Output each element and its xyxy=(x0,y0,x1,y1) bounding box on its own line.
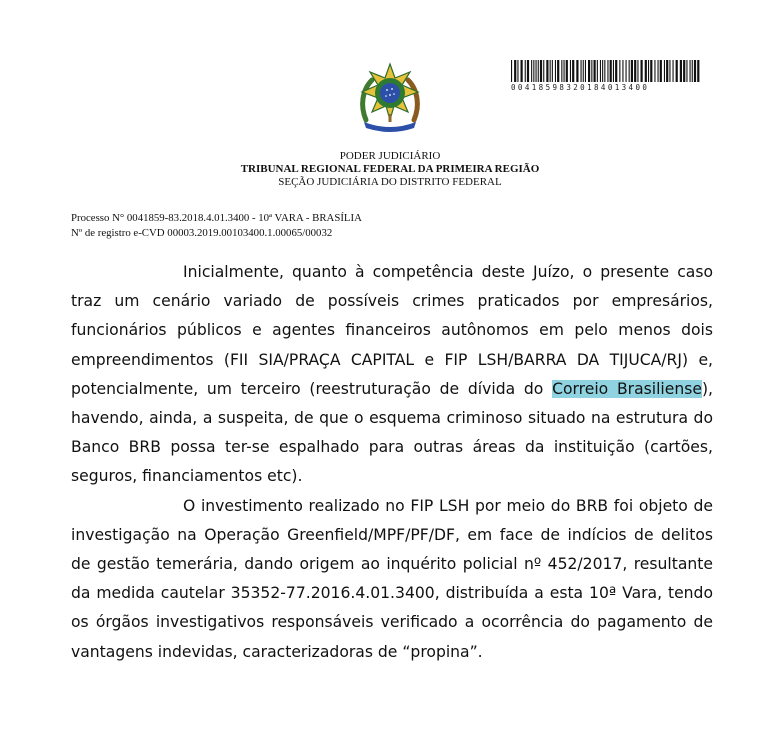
barcode-bar xyxy=(619,60,620,82)
brazil-coat-of-arms-icon xyxy=(356,62,424,134)
barcode-bar xyxy=(637,60,638,82)
barcode-bar xyxy=(680,60,682,82)
court-header xyxy=(160,150,620,189)
barcode-bar xyxy=(664,60,665,82)
barcode-bar xyxy=(591,60,592,82)
header-line-3: SEÇÃO JUDICIÁRIA DO DISTRITO FEDERAL xyxy=(278,176,502,188)
barcode-bar xyxy=(613,60,614,82)
barcode-bar xyxy=(525,60,526,82)
registry-number: Nº de registro e-CVD 00003.2019.00103400.1.00065/00032 xyxy=(71,227,333,239)
barcode-bar xyxy=(585,60,586,82)
barcode-bar xyxy=(561,60,562,82)
barcode-bar xyxy=(673,60,674,82)
barcode-bar xyxy=(572,60,574,82)
barcode-bar xyxy=(645,60,647,82)
barcode-number: 00418598320184013400 xyxy=(511,83,650,92)
barcode-bar xyxy=(533,60,534,82)
header-line-2: TRIBUNAL REGIONAL FEDERAL DA PRIMEIRA REGIÃO xyxy=(240,163,540,175)
barcode-bar xyxy=(683,60,685,82)
document-body xyxy=(71,258,713,667)
paragraph-1 xyxy=(71,258,713,492)
barcode-bar xyxy=(597,60,598,82)
barcode-bar xyxy=(629,60,630,82)
barcode-bar xyxy=(648,60,649,82)
barcode-bar xyxy=(583,60,584,82)
barcode-bar xyxy=(543,60,544,82)
barcode-bar xyxy=(557,60,559,82)
barcode-bar xyxy=(538,60,539,82)
barcode-bar xyxy=(658,60,659,82)
barcode-bar xyxy=(697,60,699,82)
barcode-bar xyxy=(552,60,553,82)
barcode-bar xyxy=(531,60,532,82)
barcode-bar xyxy=(581,60,582,82)
barcode-bar xyxy=(527,60,529,82)
paragraph-1-text-end: ), havendo, ainda, a suspeita, de que o esquema criminoso situado na estrutura do Banco BRB possa ter-se espalhado para outras áreas da instituição (cartões, seguros, financiamentos etc). xyxy=(71,379,713,486)
barcode-bar xyxy=(641,60,643,82)
barcode-bar xyxy=(536,60,537,82)
paragraph-1-text-start: Inicialmente, quanto à competência deste Juízo, o presente caso traz um cenário variado de possíveis crimes praticados por empresários, funcionários públicos e agentes financeiros autônomos em pelo menos dois empreendimentos (FII SIA/PRAÇA CAPITAL e FIP LSH/BARRA DA TIJUCA/RJ) e, potencialmente, um terceiro (reestruturação de dívida do xyxy=(71,263,713,398)
barcode-bar xyxy=(676,60,678,82)
barcode-bar xyxy=(622,60,623,82)
barcode-bar xyxy=(550,60,551,82)
barcode-bar xyxy=(634,60,636,82)
barcode-bar xyxy=(626,60,627,82)
process-meta xyxy=(71,211,362,241)
barcode-bar xyxy=(615,60,617,82)
barcode-bar xyxy=(694,60,696,82)
barcode-bar xyxy=(588,60,590,82)
barcode-bar xyxy=(576,60,578,82)
barcode-bar xyxy=(650,60,652,82)
barcode-bar xyxy=(564,60,565,82)
barcode-bar xyxy=(660,60,662,82)
barcode xyxy=(511,60,703,92)
highlighted-text: Correio Brasiliense xyxy=(552,379,702,398)
barcode-bar xyxy=(521,60,523,82)
barcode-bar xyxy=(555,60,556,82)
barcode-bar xyxy=(602,60,603,82)
barcode-bar xyxy=(631,60,633,82)
barcode-bar xyxy=(514,60,516,82)
barcode-bar xyxy=(666,60,668,82)
barcode-bar xyxy=(654,60,655,82)
barcode-bar xyxy=(610,60,612,82)
barcode-bar xyxy=(604,60,605,82)
barcode-bar xyxy=(566,60,568,82)
barcode-bar xyxy=(546,60,548,82)
barcode-bar xyxy=(686,60,687,82)
barcode-bar xyxy=(607,60,608,82)
process-number: Processo N° 0041859-83.2018.4.01.3400 - 10ª VARA - BRASÍLIA xyxy=(71,212,362,224)
header-line-1: PODER JUDICIÁRIO xyxy=(339,150,441,162)
barcode-bar xyxy=(540,60,542,82)
barcode-bar xyxy=(511,60,512,82)
barcode-bar xyxy=(517,60,518,82)
barcode-bar xyxy=(690,60,691,82)
barcode-bar xyxy=(692,60,693,82)
barcode-bar xyxy=(570,60,571,82)
barcode-bar xyxy=(669,60,670,82)
barcode-bar xyxy=(600,60,601,82)
paragraph-2: O investimento realizado no FIP LSH por meio do BRB foi objeto de investigação na Operação Greenfield/MPF/PF/DF, em face de indícios de delitos de gestão temerária, dando origem ao inquérito policial nº 452/2017, resultante da medida cautelar 35352-77.2016.4.01.3400, distribuída a esta 10ª Vara, tendo os órgãos investigativos responsáveis verificado a ocorrência do pagamento de vantagens indevidas, caracterizadoras de “propina”. xyxy=(71,496,713,661)
barcode-bars xyxy=(511,60,701,82)
barcode-bar xyxy=(594,60,596,82)
